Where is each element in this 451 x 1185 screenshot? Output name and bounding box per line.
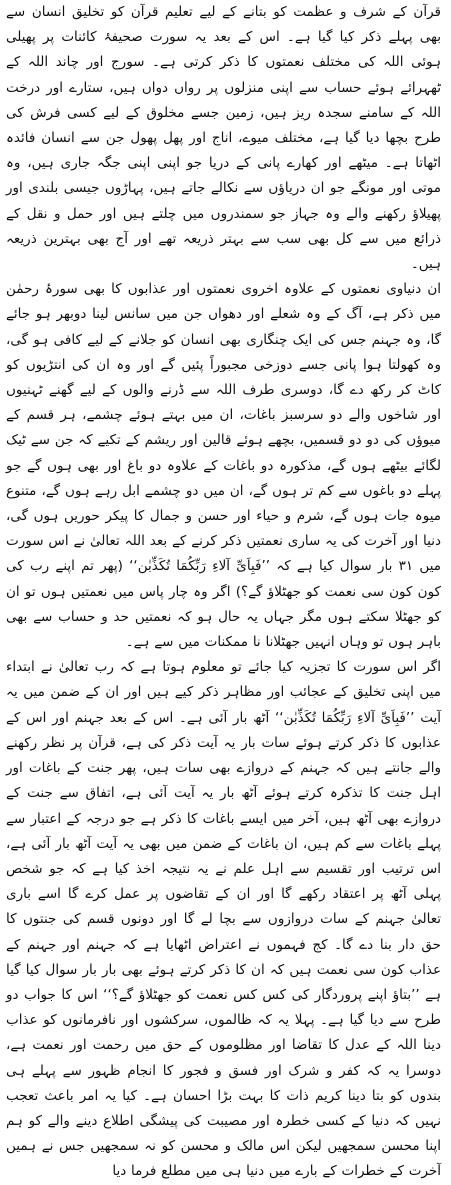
paragraph-quran-honor: قرآن کے شرف و عظمت کو بتانے کے لیے تعلیم قرآن کو تخلیق انسان سے بھی پہلے ذکر کیا گیا ہے۔ اس کے بعد یہ سورت صحیفۂ کائنات پر پھیلی ہوئی اللہ کی مختلف نعمتوں کا ذکر کرتی ہے۔ سورج اور چاند اللہ کے ٹھہرائے ہوئے حساب سے اپنی منزلوں پر رواں دواں ہیں، ستارے اور درخت اللہ کے سامنے سجدہ ریز ہیں، زمین جسے مخلوق کے لیے کسی فرش کی طرح بچھا دیا گیا ہے، مختلف میوے، اناج اور پھل پھول جن سے انسان فائدہ اٹھاتا ہے۔ میٹھے اور کھارے پانی کے دریا جو اپنی اپنی جگہ جاری ہیں، وہ موتی اور مونگے جو ان دریاؤں سے نکالے جاتے ہیں، پہاڑوں جیسی بلندی اور پھیلاؤ رکھنے والے وہ جہاز جو سمندروں میں چلتے ہیں اور حمل و نقل کے ذرائع میں سے کل بھی سب سے بہتر ذریعہ تھے اور آج بھی بہترین ذریعہ ہیں۔ [6,4,441,273]
paragraph-surah-analysis: اگر اس سورت کا تجزیہ کیا جائے تو معلوم ہوتا ہے کہ رب تعالیٰ نے ابتداء میں اپنی تخلیق کے عجائب اور مظاہر ذکر کیے ہیں اور ان کے ضمن میں یہ آیت ’’فَبِاَیِّ آلاءِ رَبِّکُمَا تُکَذِّبٰن‘‘ آٹھ بار آئی ہے۔ اس کے بعد جہنم اور اس کے عذابوں کا ذکر کرتے ہوئے سات بار یہ آیت ذکر کی ہے، قرآن پر نظر رکھنے والے جانتے ہیں کہ جہنم کے دروازے بھی سات ہیں، پھر جنت کے باغات اور اہل جنت کا تذکرہ کرتے ہوئے آٹھ بار یہ آیت آئی ہے، اتفاق سے جنت کے دروازے بھی آٹھ ہیں، آخر میں ایسے باغات کا ذکر ہے جو درجہ کے اعتبار سے پہلے باغات سے کم ہیں، ان باغات کے ضمن میں بھی یہ آیت آٹھ بار آئی ہے، اس ترتیب اور تقسیم سے اہل علم نے یہ نتیجہ اخذ کیا ہے کہ جو شخص پہلی آٹھ پر اعتقاد رکھے گا اور ان کے تقاضوں پر عمل کرے گا اسے باری تعالیٰ جہنم کے سات دروازوں سے بچا لے گا اور دونوں قسم کی جنتوں کا حق دار بنا دے گا۔ کج فہموں نے اعتراض اٹھایا ہے کہ جہنم اور جہنم کے عذاب کون سی نعمت ہیں کہ ان کا ذکر کرتے ہوئے بھی بار بار سوال کیا گیا ہے ’’بتاؤ اپنے پروردگار کی کس کس نعمت کو جھٹلاؤ گے؟‘‘ اس کا جواب دو طرح سے دیا گیا ہے۔ پہلا یہ کہ ظالموں، سرکشوں اور نافرمانوں کو عذاب دینا اللہ کے عدل کا تقاضا اور مظلوموں کے حق میں رحمت اور نعمت ہے، دوسرا یہ کہ کفر و شرک اور فسق و فجور کا انجام ظہور سے پہلے ہی بندوں کو بتا دینا کریم ذات کا بہت بڑا احسان ہے۔ کیا یہ امر باعث تعجب نہیں کہ دنیا کے کسی خطرہ اور مصیبت کی پیشگی اطلاع دینے والے کو ہم اپنا محسن سمجھیں لیکن اس مالک و محسن کو نہ سمجھیں جس نے ہمیں آخرت کے خطرات کے بارے میں دنیا ہی میں مطلع فرما دیا [6,659,441,1180]
paragraph-worldly-and-hereafter-blessings: ان دنیاوی نعمتوں کے علاوہ اخروی نعمتوں اور عذابوں کا بھی سورۂ رحمٰن میں ذکر ہے، آگ کے وہ شعلے اور دھواں جن میں سانس لینا دوبھر ہو جائے گا، وہ جہنم جس کی ایک چنگاری بھی انسان کو جلانے کے لیے کافی ہو گی، وہ کھولتا ہوا پانی جسے دوزخی مجبوراً پئیں گے اور وہ ان کی انتڑیوں کو کاٹ کر رکھ دے گا، دوسری طرف اللہ سے ڈرنے والوں کے لیے گھنے ٹہنیوں اور شاخوں والے دو سرسبز باغات، ان میں بہتے ہوئے چشمے، ہر قسم کے میوؤں کی دو دو قسمیں، بچھے ہوئے قالین اور ریشم کے تکیے کہ جن سے ٹیک لگائے بیٹھے ہوں گے، مذکورہ دو باغات کے علاوہ دو باغ اور بھی ہوں گے جو پہلے دو باغوں سے کم تر ہوں گے، ان میں دو چشمے ابل رہے ہوں گے، متنوع میوہ جات ہوں گے، شرم و حیاء اور حسن و جمال کا پیکر حوریں ہوں گی، دنیا اور آخرت کی یہ ساری نعمتیں ذکر کرنے کے بعد اللہ تعالیٰ نے اس سورت میں ۳۱ بار سوال کیا ہے کہ ’’فَبِاَیِّ آلاءِ رَبِّکُمَا تُکَذِّبٰن‘‘ (پھر تم اپنے رب کی کون کون سی نعمت کو جھٹلاؤ گے؟) اگر وہ چار پاس میں نعمتیں ہوں تو ان کو جھٹلا سکتے ہوں مگر جہاں یہ حال ہو کہ نعمتیں حد و حساب سے بھی باہر ہوں تو وہاں انہیں جھٹلانا نا ممکنات میں سے ہے۔ [6,281,441,651]
